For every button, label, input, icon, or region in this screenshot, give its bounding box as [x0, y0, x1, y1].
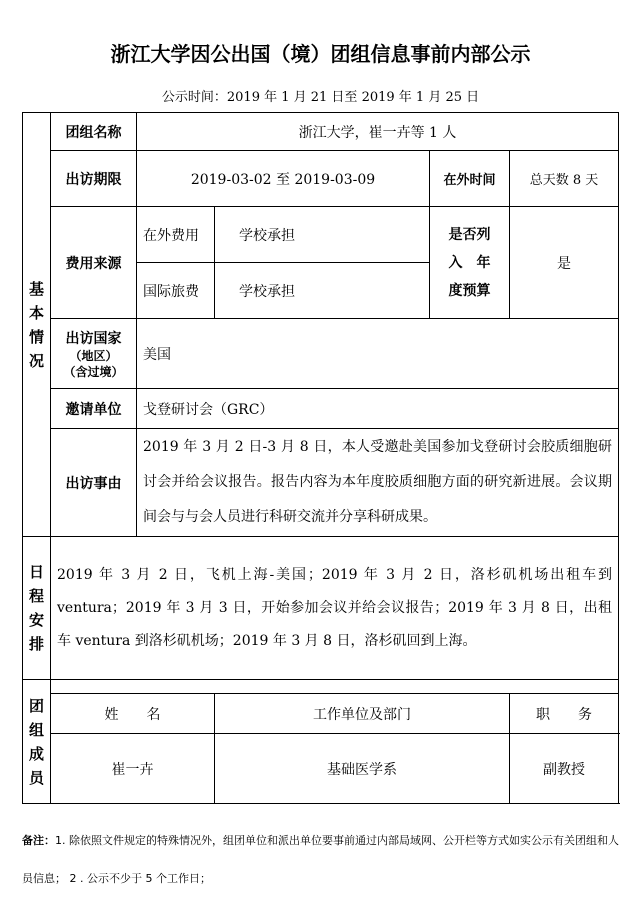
- country-value: 美国: [137, 319, 619, 389]
- page-title: 浙江大学因公出国（境）团组信息事前内部公示: [110, 42, 531, 66]
- members-header-name: 姓 名: [51, 694, 215, 734]
- row-group-name: [23, 113, 619, 151]
- publicity-period: 公示时间：2019 年 1 月 21 日至 2019 年 1 月 25 日: [161, 90, 480, 105]
- member-name: 崔一卉: [51, 734, 215, 804]
- budget-label: [430, 207, 510, 319]
- member-title: 副教授: [510, 734, 619, 804]
- row-country: [23, 319, 619, 389]
- reason-label: 出访事由: [51, 429, 137, 537]
- row-reason: [23, 429, 619, 537]
- table-row: [23, 734, 619, 804]
- section-basic-label: 基本情况: [23, 113, 51, 537]
- row-schedule: [23, 537, 619, 680]
- visit-period-value: 2019-03-02 至 2019-03-09: [137, 151, 430, 207]
- footnote: [22, 822, 622, 898]
- budget-label-line2: 入 年: [448, 254, 491, 271]
- stay-time-value: 总天数 8 天: [510, 151, 619, 207]
- info-table: [22, 112, 619, 804]
- row-inviter: [23, 389, 619, 429]
- abroad-cost-value: 学校承担: [215, 207, 430, 263]
- country-label-sub2: （含过境）: [63, 364, 124, 379]
- note-head: 备注：: [22, 834, 55, 847]
- members-header-unit: 工作单位及部门: [215, 694, 510, 734]
- budget-label-line3: 度预算: [448, 282, 491, 299]
- funding-label: 费用来源: [51, 207, 137, 319]
- reason-value: 2019 年 3 月 2 日-3 月 8 日，本人受邀赴美国参加戈登研讨会胶质细胞研讨会并给会议报告。报告内容为本年度胶质细胞方面的研究新进展。会议期间会与与会人员进行科研交流并分享科研成果。: [137, 429, 619, 537]
- row-members-spacer: [23, 680, 619, 694]
- note-text: 1. 除依照文件规定的特殊情况外，组团单位和派出单位要事前通过内部局域网、公开栏等方式如实公示有关团组和人员信息； 2 . 公示不少于 5 个工作日；: [22, 834, 619, 885]
- visit-period-label: 出访期限: [51, 151, 137, 207]
- abroad-cost-label: 在外费用: [137, 207, 215, 263]
- group-name-label: 团组名称: [51, 113, 137, 151]
- country-label-main: 出访国家: [65, 330, 122, 347]
- group-name-value: 浙江大学，崔一卉等 1 人: [137, 113, 619, 151]
- travel-cost-value: 学校承担: [215, 263, 430, 319]
- travel-cost-label: 国际旅费: [137, 263, 215, 319]
- section-schedule-label: 日程安排: [23, 537, 51, 680]
- row-visit-period: [23, 151, 619, 207]
- schedule-value: 2019 年 3 月 2 日，飞机上海-美国；2019 年 3 月 2 日，洛杉矶机场出租车到 ventura；2019 年 3 月 3 日，开始参加会议并给会议报告；2019 年 3 月 8 日，出租车 ventura 到洛杉矶机场；2019 年 3 月 8 日，洛杉矶回到上海。: [51, 537, 619, 680]
- budget-value: 是: [510, 207, 619, 319]
- section-members-label: 团组成员: [23, 680, 51, 804]
- members-header-title: 职 务: [510, 694, 619, 734]
- members-spacer: [51, 680, 619, 694]
- inviter-value: 戈登研讨会（GRC）: [137, 389, 619, 429]
- row-funding-abroad: [23, 207, 619, 263]
- budget-label-line1: 是否列: [448, 226, 491, 243]
- country-label: [51, 319, 137, 389]
- country-label-sub1: （地区）: [69, 348, 118, 363]
- inviter-label: 邀请单位: [51, 389, 137, 429]
- members-header-row: [23, 694, 619, 734]
- member-unit: 基础医学系: [215, 734, 510, 804]
- stay-time-label: 在外时间: [430, 151, 510, 207]
